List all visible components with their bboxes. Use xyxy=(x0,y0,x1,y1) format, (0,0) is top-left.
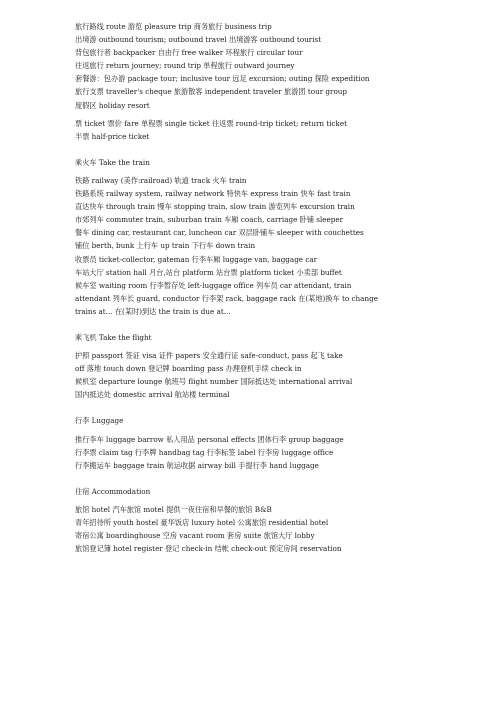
text-line: trains at... 在(某时)到达 the train is due at... xyxy=(75,306,231,316)
text-line: 青年招待所 youth hostel 豪华饭店 luxury hotel 公寓旅馆 residential hotel xyxy=(75,518,329,527)
section-heading: 乘火车 Take the train xyxy=(75,157,150,167)
section-heading: 乘飞机 Take the flight xyxy=(75,332,152,342)
section-heading: 住宿 Accommodation xyxy=(75,486,151,496)
section-luggage xyxy=(75,414,421,471)
section-heading: 行李 Luggage xyxy=(75,416,124,426)
text-line: 铁路系统 railway system, railway network 特快车 express train 快车 fast train xyxy=(75,189,351,199)
text-line: 背包旅行者 backpacker 自由行 free walker 环程旅行 circular tour xyxy=(75,48,303,58)
text-line: 直达快车 through train 慢车 stopping train, slow train 游览列车 excursion train xyxy=(75,202,355,212)
text-line: 铁路 railway (美作:railroad) 轨道 track 火车 train xyxy=(75,175,247,185)
text-line: 国内抵达处 domestic arrival 航站楼 terminal xyxy=(75,390,230,400)
text-line: 旅行支票 traveller's cheque 旅游散客 independent traveler 旅游团 tour group xyxy=(75,87,348,97)
text-line: 收票员 ticket-collector, gateman 行李车厢 luggage van, baggage car xyxy=(75,254,318,264)
text-line: 度假区 holiday resort xyxy=(75,100,150,110)
text-line: 半票 half-price ticket xyxy=(75,131,150,141)
text-line: 市郊列车 commuter train, suburban train 车厢 coach, carriage 卧铺 sleeper xyxy=(75,215,344,225)
section-tickets xyxy=(75,117,421,143)
text-line: 餐车 dining car, restaurant car, luncheon car 双层卧铺车 sleeper with couchettes xyxy=(75,228,364,238)
text-line: 护照 passport 签证 visa 证件 papers 安全通行证 safe-conduct, pass 起飞 take xyxy=(75,351,343,361)
text-line: 套餐游：包办游 package tour; inclusive tour 远足 excursion; outing 探险 expedition xyxy=(75,74,370,84)
section-flight xyxy=(75,331,421,401)
text-line: 行李搬运车 baggage train 航运收据 airway bill 手提行李 hand luggage xyxy=(75,460,319,470)
text-line: 候机室 departure lounge 航班号 flight number 国际抵达处 international arrival xyxy=(75,377,353,387)
section-travel-terms xyxy=(75,20,421,112)
text-line: 行李票 claim tag 行李牌 handbag tag 行李标签 label 行李房 luggage office xyxy=(75,447,334,457)
text-line: 车站大厅 station hall 月台,站台 platform 站台票 platform ticket 小卖部 buffet xyxy=(75,267,342,277)
text-line: 候车室 waiting room 行李暂存处 left-luggage office 列车员 car attendant, train xyxy=(75,280,352,290)
document-page xyxy=(75,20,421,555)
text-line: attendant 列车长 guard, conductor 行李架 rack, baggage rack 在(某地)换车 to change xyxy=(75,293,378,303)
text-line: 铺位 berth, bunk 上行车 up train 下行车 down train xyxy=(75,241,256,251)
text-line: 旅馆登记簿 hotel register 登记 check-in 结帐 check-out 预定房间 reservation xyxy=(75,544,342,554)
text-line: 出境游 outbound tourism; outbound travel 出境游客 outbound tourist xyxy=(75,35,322,45)
text-line: 票 ticket 票价 fare 单程票 single ticket 往返票 round-trip ticket; return ticket xyxy=(75,118,348,128)
section-accommodation xyxy=(75,485,421,555)
text-line: 旅行路线 route 游览 pleasure trip 商务旅行 business trip xyxy=(75,22,272,31)
section-train xyxy=(75,156,421,318)
text-line: off 落地 touch down 登记牌 boarding pass 办理登机手续 check in xyxy=(75,364,302,374)
text-line: 推行李车 luggage barrow 私人用品 personal effects 团体行李 group baggage xyxy=(75,434,344,444)
text-line: 寄宿公寓 boardinghouse 空房 vacant room 套房 suite 旅馆大厅 lobby xyxy=(75,531,315,541)
text-line: 往返旅行 return journey; round trip 单程旅行 outward journey xyxy=(75,61,295,71)
text-line: 旅馆 hotel 汽车旅馆 motel 提供一夜住宿和早餐的旅馆 B&B xyxy=(75,504,272,514)
